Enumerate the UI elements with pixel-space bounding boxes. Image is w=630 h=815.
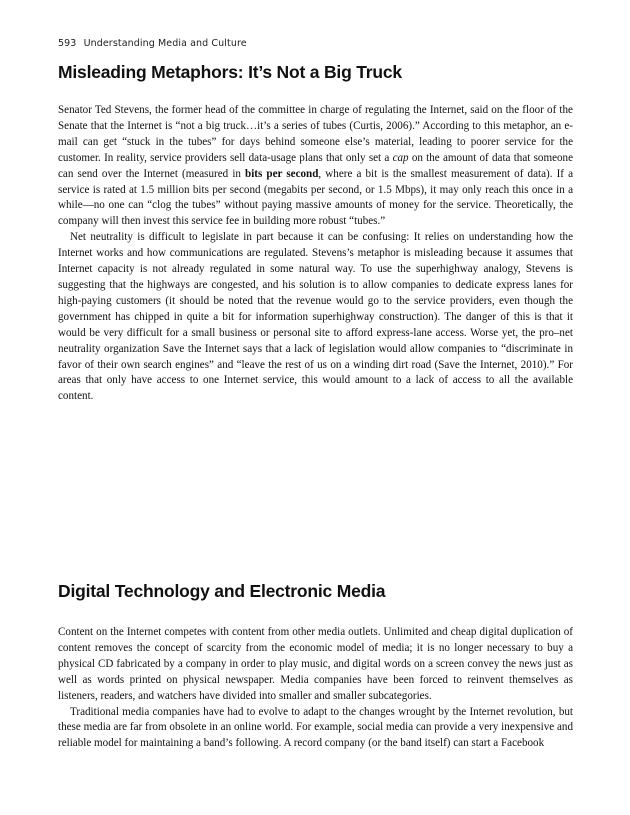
paragraph: Content on the Internet competes with content from other media outlets. Unlimited and cheap digital duplication of content removes the concept of scarcity from the economic model of media; it is no longer necessary to buy a physical CD fabricated by a company in order to play music, and digital words on a screen convey the news just as well as words printed on physical newspaper. Media companies have been forced to reinvent themselves as listeners, readers, and watchers have divided into smaller and smaller subcategories. bbox=[58, 626, 573, 702]
key-term-bits-per-second: bits per second bbox=[245, 167, 319, 180]
paragraph: Net neutrality is difficult to legislate in part because it can be confusing: It relies on understanding how the Internet works and how communications are regulated. Stevens’s metaphor is misleading because it assumes that Internet capacity is not already regulated in some natural way. To use the superhighway analogy, Stevens is suggesting that the highways are congested, and his solution is to allow companies to dedicate express lanes for high-paying customers (it should be noted that the revenue would go to the service providers, even though the government has chipped in quite a bit for information superhighway construction). The danger of this is that it would be very difficult for a small business or personal site to afford express-lane access. Worse yet, the pro–net neutrality organization Save the Internet says that a lack of legislation would allow companies to “discriminate in favor of their own search engines” and “leave the rest of us on a winding dirt road (Save the Internet, 2010).” For areas that only have access to one Internet service, this would amount to a lack of access to all the available content. bbox=[58, 231, 573, 403]
section-body-digital-technology bbox=[58, 625, 573, 752]
page-number: 593 bbox=[58, 38, 77, 49]
text-run: Senator Ted Stevens, the former head of the committee in charge of regulating the Internet, said on the floor of the Senate that the Internet is “not a big truck…it’s a series of tubes (Curtis, 2006).” According to this metaphor, an e-mail can get “stuck in the tubes” for days behind someone else’s material, leading to poorer service for the customer. In reality, service providers sell data-usage plans that only set a bbox=[58, 104, 573, 164]
section-heading-digital-technology: Digital Technology and Electronic Media bbox=[58, 581, 386, 601]
text-run: on the amount of data that someone can send over the Internet (measured in bbox=[58, 151, 574, 180]
paragraph bbox=[58, 103, 573, 230]
paragraph: Traditional media companies have had to evolve to adapt to the changes wrought by the Internet revolution, but these media are far from obsolete in an online world. For example, social media can provide a very inexpensive and reliable model for maintaining a band’s following. A record company (or the band itself) can start a Facebook bbox=[58, 705, 573, 750]
book-title: Understanding Media and Culture bbox=[83, 38, 247, 49]
running-header bbox=[58, 38, 247, 49]
section-body-misleading-metaphors bbox=[58, 103, 573, 405]
emphasis-cap: cap bbox=[392, 151, 409, 164]
section-heading-misleading-metaphors: Misleading Metaphors: It’s Not a Big Truck bbox=[58, 62, 402, 82]
text-run: , where a bit is the smallest measurement of data). If a service is rated at 1.5 million bits per second (megabits per second, or 1.5 Mbps), it may only reach this once in a while—no one can “clog the tubes” without paying massive amounts of money for the service. Theoretically, the company will then invest this service fee in building more robust “tubes.” bbox=[58, 167, 573, 228]
